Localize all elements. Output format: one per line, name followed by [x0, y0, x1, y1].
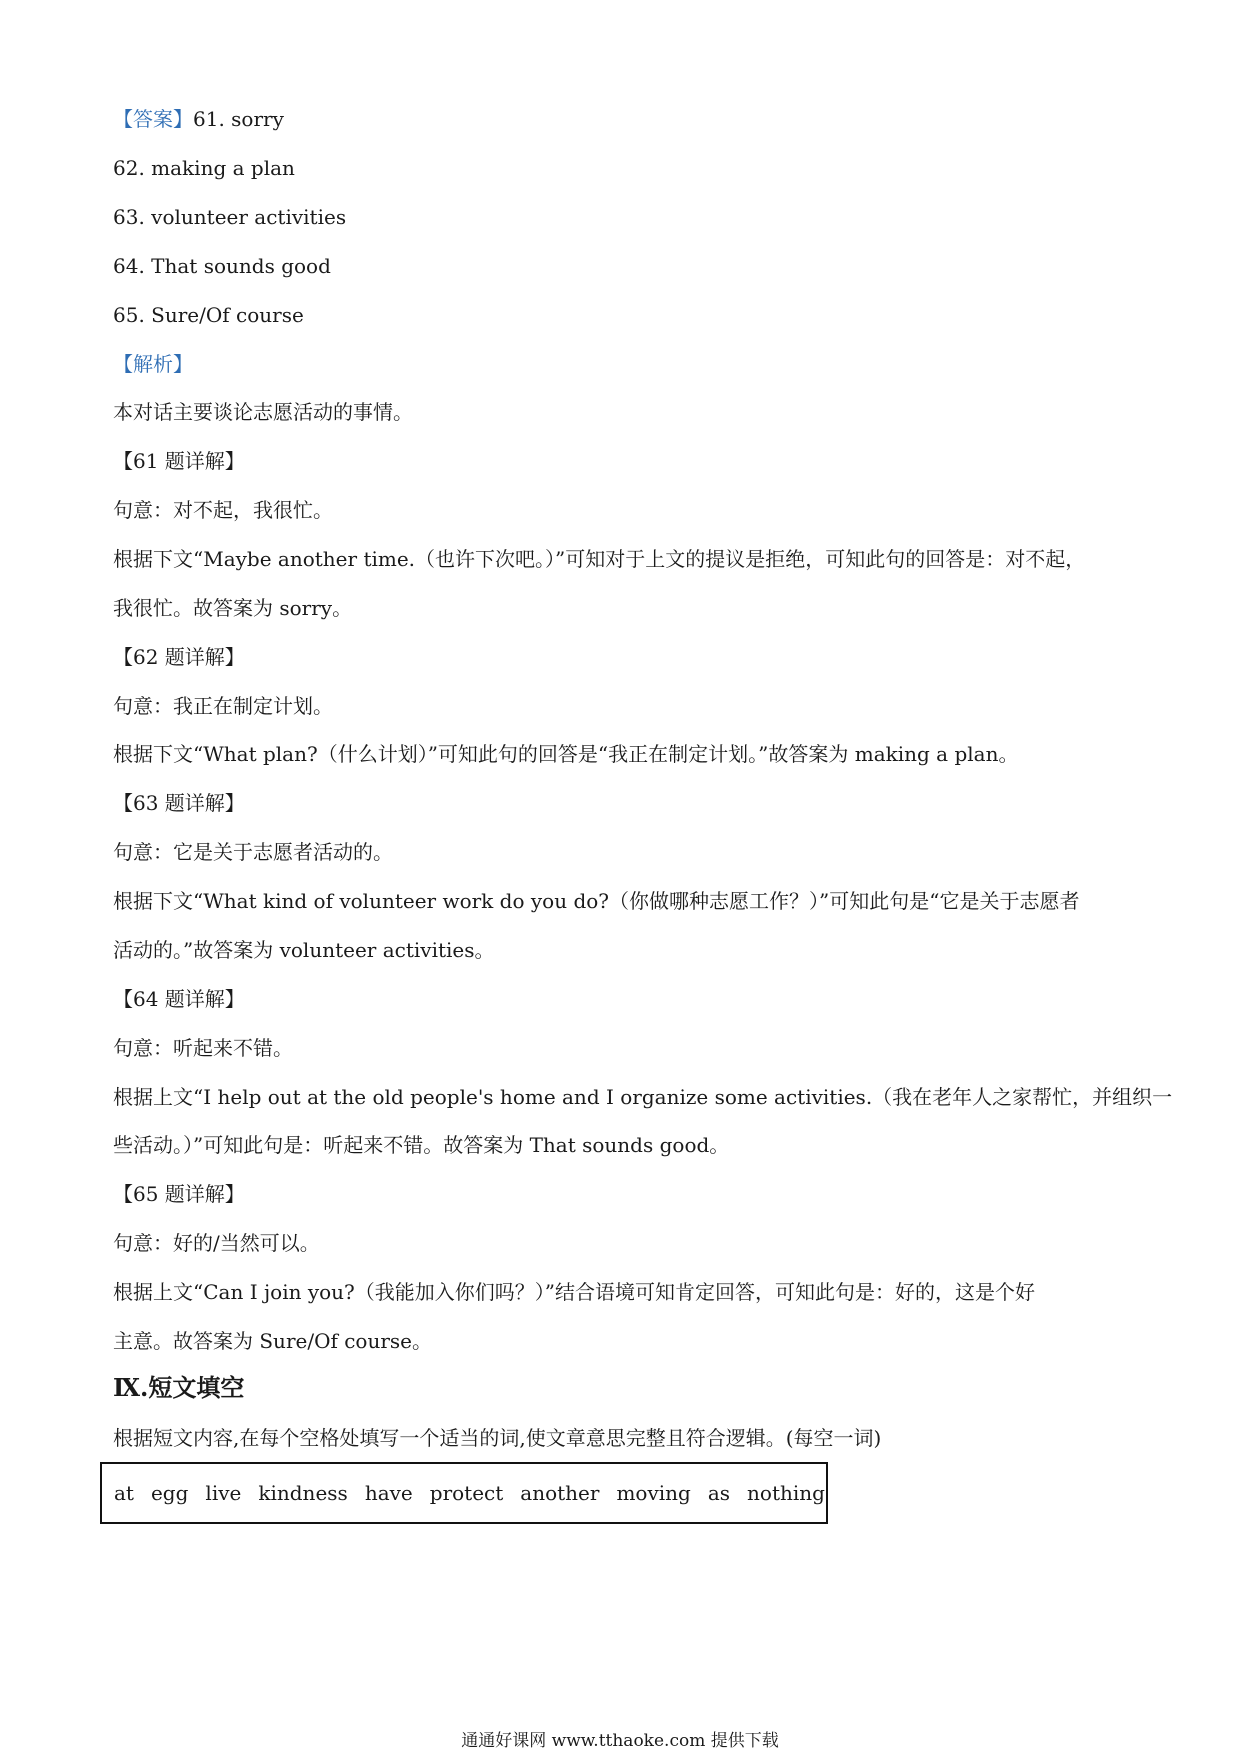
q62-meaning: 句意：我正在制定计划。	[113, 694, 333, 718]
q63-explanation-line1: 根据下文“What kind of volunteer work do you do?（你做哪种志愿工作？）”可知此句是“它是关于志愿者	[113, 889, 1080, 913]
q65-explanation-line2: 主意。故答案为 Sure/Of course。	[113, 1329, 433, 1353]
q61-title: 【61 题详解】	[113, 449, 245, 473]
answer-item-65: 65. Sure/Of course	[113, 303, 304, 327]
word-bank-item: as	[707, 1481, 731, 1505]
q62-title: 【62 题详解】	[113, 645, 245, 669]
answer-item-61: 61. sorry	[193, 107, 284, 131]
word-bank-item: at	[114, 1481, 134, 1505]
q61-explanation-line2: 我很忙。故答案为 sorry。	[113, 596, 353, 620]
word-bank-box	[100, 1462, 828, 1524]
answer-label: 【答案】	[113, 107, 193, 131]
answer-item-64: 64. That sounds good	[113, 254, 331, 278]
page-footer: 通通好课网 www.tthaoke.com 提供下载	[461, 1731, 779, 1751]
q63-title: 【63 题详解】	[113, 791, 245, 815]
word-bank-item: kindness	[258, 1481, 348, 1505]
section-instruction: 根据短文内容,在每个空格处填写一个适当的词,使文章意思完整且符合逻辑。(每空一词)	[113, 1426, 882, 1450]
answer-item-62: 62. making a plan	[113, 156, 295, 180]
q64-title: 【64 题详解】	[113, 987, 245, 1011]
q65-explanation-line1: 根据上文“Can I join you?（我能加入你们吗？）”结合语境可知肯定回答，可知此句是：好的，这是个好	[113, 1280, 1035, 1304]
answer-line-61	[113, 105, 284, 133]
answer-item-63: 63. volunteer activities	[113, 205, 347, 229]
word-bank-item: egg	[150, 1481, 189, 1505]
q64-explanation-line2: 些活动。）”可知此句是：听起来不错。故答案为 That sounds good。	[113, 1133, 730, 1157]
q63-meaning: 句意：它是关于志愿者活动的。	[113, 840, 393, 864]
word-bank-item: have	[364, 1481, 413, 1505]
q63-explanation-line2: 活动的。”故答案为 volunteer activities。	[113, 938, 495, 962]
analysis-intro: 本对话主要谈论志愿活动的事情。	[113, 400, 413, 424]
word-bank-item: live	[205, 1481, 242, 1505]
analysis-label: 【解析】	[113, 352, 193, 376]
section-title: Ⅸ.短文填空	[113, 1373, 245, 1402]
q64-explanation-line1: 根据上文“I help out at the old people's home and I organize some activities.（我在老年人之家帮忙，并组织一	[113, 1085, 1173, 1109]
word-bank-item: nothing	[747, 1481, 825, 1505]
q65-meaning: 句意：好的/当然可以。	[113, 1231, 320, 1255]
word-bank-item: protect	[429, 1481, 504, 1505]
word-bank-item: moving	[616, 1481, 691, 1505]
word-bank-item: another	[520, 1481, 600, 1505]
q62-explanation-line1: 根据下文“What plan?（什么计划）”可知此句的回答是“我正在制定计划。”故答案为 making a plan。	[113, 742, 1019, 766]
q64-meaning: 句意：听起来不错。	[113, 1036, 293, 1060]
q65-title: 【65 题详解】	[113, 1182, 245, 1206]
q61-meaning: 句意：对不起，我很忙。	[113, 498, 333, 522]
q61-explanation-line1: 根据下文“Maybe another time.（也许下次吧。）”可知对于上文的提议是拒绝，可知此句的回答是：对不起，	[113, 547, 1086, 571]
